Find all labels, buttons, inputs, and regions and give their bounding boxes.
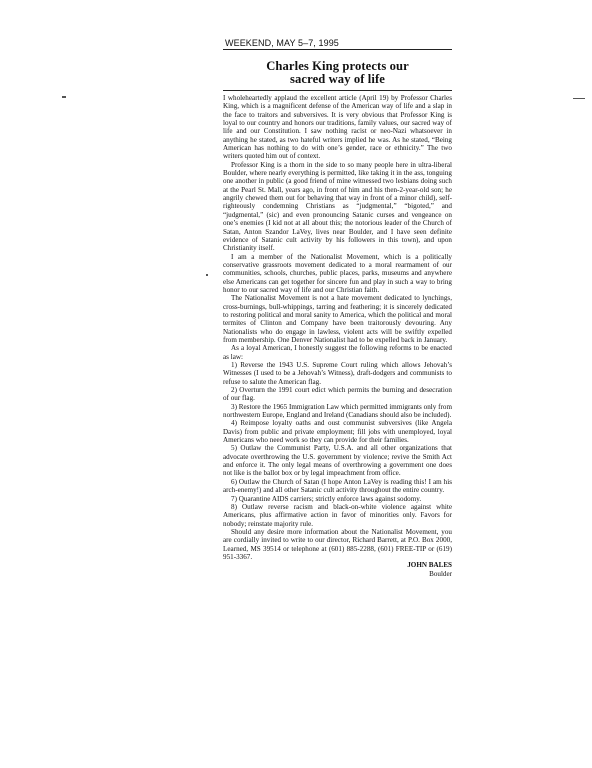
paragraph: 6) Outlaw the Church of Satan (I hope Anton LaVey is reading this! I am his arch-enemy!) and all other Satanic cult activity throughout the entire country. [223,477,452,495]
headline-line-1: Charles King protects our [266,59,409,73]
newspaper-clipping [223,38,452,578]
paragraph: Should any desire more information about the Nationalist Movement, you are cordially invited to write to our director, Richard Barrett, at P.O. Box 2000, Learned, MS 39514 or telephone at (601) 885-2288, (601) FREE-TIP or (619) 951-3367. [223,527,452,561]
signature [223,561,452,578]
paragraph: 3) Restore the 1965 Immigration Law which permitted immigrants only from northwestern Europe, England and Ireland (Canadians should also be included). [223,402,452,420]
headline-line-2: sacred way of life [290,72,385,86]
paragraph: 8) Outlaw reverse racism and black-on-white violence against white Americans, plus affirmative action in favor of minorities only. Favors for nobody; reinstate majority rule. [223,502,452,528]
letter-body [223,94,452,561]
paragraph: 7) Quarantine AIDS carriers; strictly enforce laws against sodomy. [231,494,422,503]
headline-rule [223,90,452,91]
signature-city: Boulder [429,569,452,578]
paragraph: Professor King is a thorn in the side to so many people here in ultra-liberal Boulder, where nearly everything is permitted, like taking it in the ass, tonguing one another in public (a good friend of mine witnessed two lesbians doing such at the Pearl St. Mall, years ago, in front of him and his then-2-year-old son; he angrily chewed them out for behaving that way in front of a minor child), self-righteously condemning Christians as “judgmental,” “bigoted,” and “judgmental,” (sic) and even pronouncing Satanic curses and vengeance on one’s enemies (I kid not at all about this; the notorious leader of the Church of Satan, Anton Szandor LaVey, lives near Boulder, and I have seen definite evidence of Satanic cult activity by his followers in this town), and upon Christianity itself. [223,160,452,253]
paragraph: 2) Overturn the 1991 court edict which permits the burning and desecration of our flag. [223,386,452,403]
headline [223,60,452,86]
signature-name: JOHN BALES [407,561,452,570]
paragraph: 4) Reimpose loyalty oaths and oust communist subversives (like Angela Davis) from public and private employment; fill jobs with unemployed, loyal Americans who need work so they can provide for their families. [223,419,452,445]
dateline: WEEKEND, MAY 5–7, 1995 [223,38,452,50]
paragraph: I wholeheartedly applaud the excellent article (April 19) by Professor Charles King, which is a magnificent defense of the American way of life and a slap in the face to traitors and subversives. It is very obvious that Professor King is loyal to our country and honors our traditions, family values, our sacred way of life and our Constitution. I saw nothing racist or neo-Nazi whatsoever in anything he stated, as two hateful writers implied he was. As he stated, “Being American has nothing to do with one’s gender, race or ethnicity.” The two writers quoted him out of context. [223,94,452,161]
scan-speck [573,98,585,99]
paragraph: The Nationalist Movement is not a hate movement dedicated to lynchings, cross-burnings, bull-whippings, tarring and feathering; it is sincerely dedicated to restoring political and moral sanity to America, which the political and moral termites of Clinton and Company have been traitorously devouring. Any Nationalists who do engage in lawless, violent acts will be swiftly expelled from membership. One Denver Nationalist had to be expelled back in January. [223,294,452,344]
paragraph: 5) Outlaw the Communist Party, U.S.A. and all other organizations that advocate overthrowing the U.S. government by violence; revive the Smith Act and enforce it. The only legal means of overthrowing a government one does not like is the ballot box or by legal impeachment from office. [223,444,452,478]
scan-speck [206,274,208,276]
scan-speck [62,96,66,98]
paragraph: 1) Reverse the 1943 U.S. Supreme Court ruling which allows Jehovah’s Witnesses (I used to be a Jehovah’s Witness), draft-dodgers and communists to refuse to salute the American flag. [223,361,452,386]
paragraph: As a loyal American, I honestly suggest the following reforms to be enacted as law: [223,344,452,361]
paragraph: I am a member of the Nationalist Movement, which is a politically conservative grassroots movement dedicated to a moral rearmament of our communities, schools, churches, public places, parks, museums and anywhere else Americans can get together for sincere fun and play in such a way to bring honor to our sacred way of life and our Christian faith. [223,252,452,294]
